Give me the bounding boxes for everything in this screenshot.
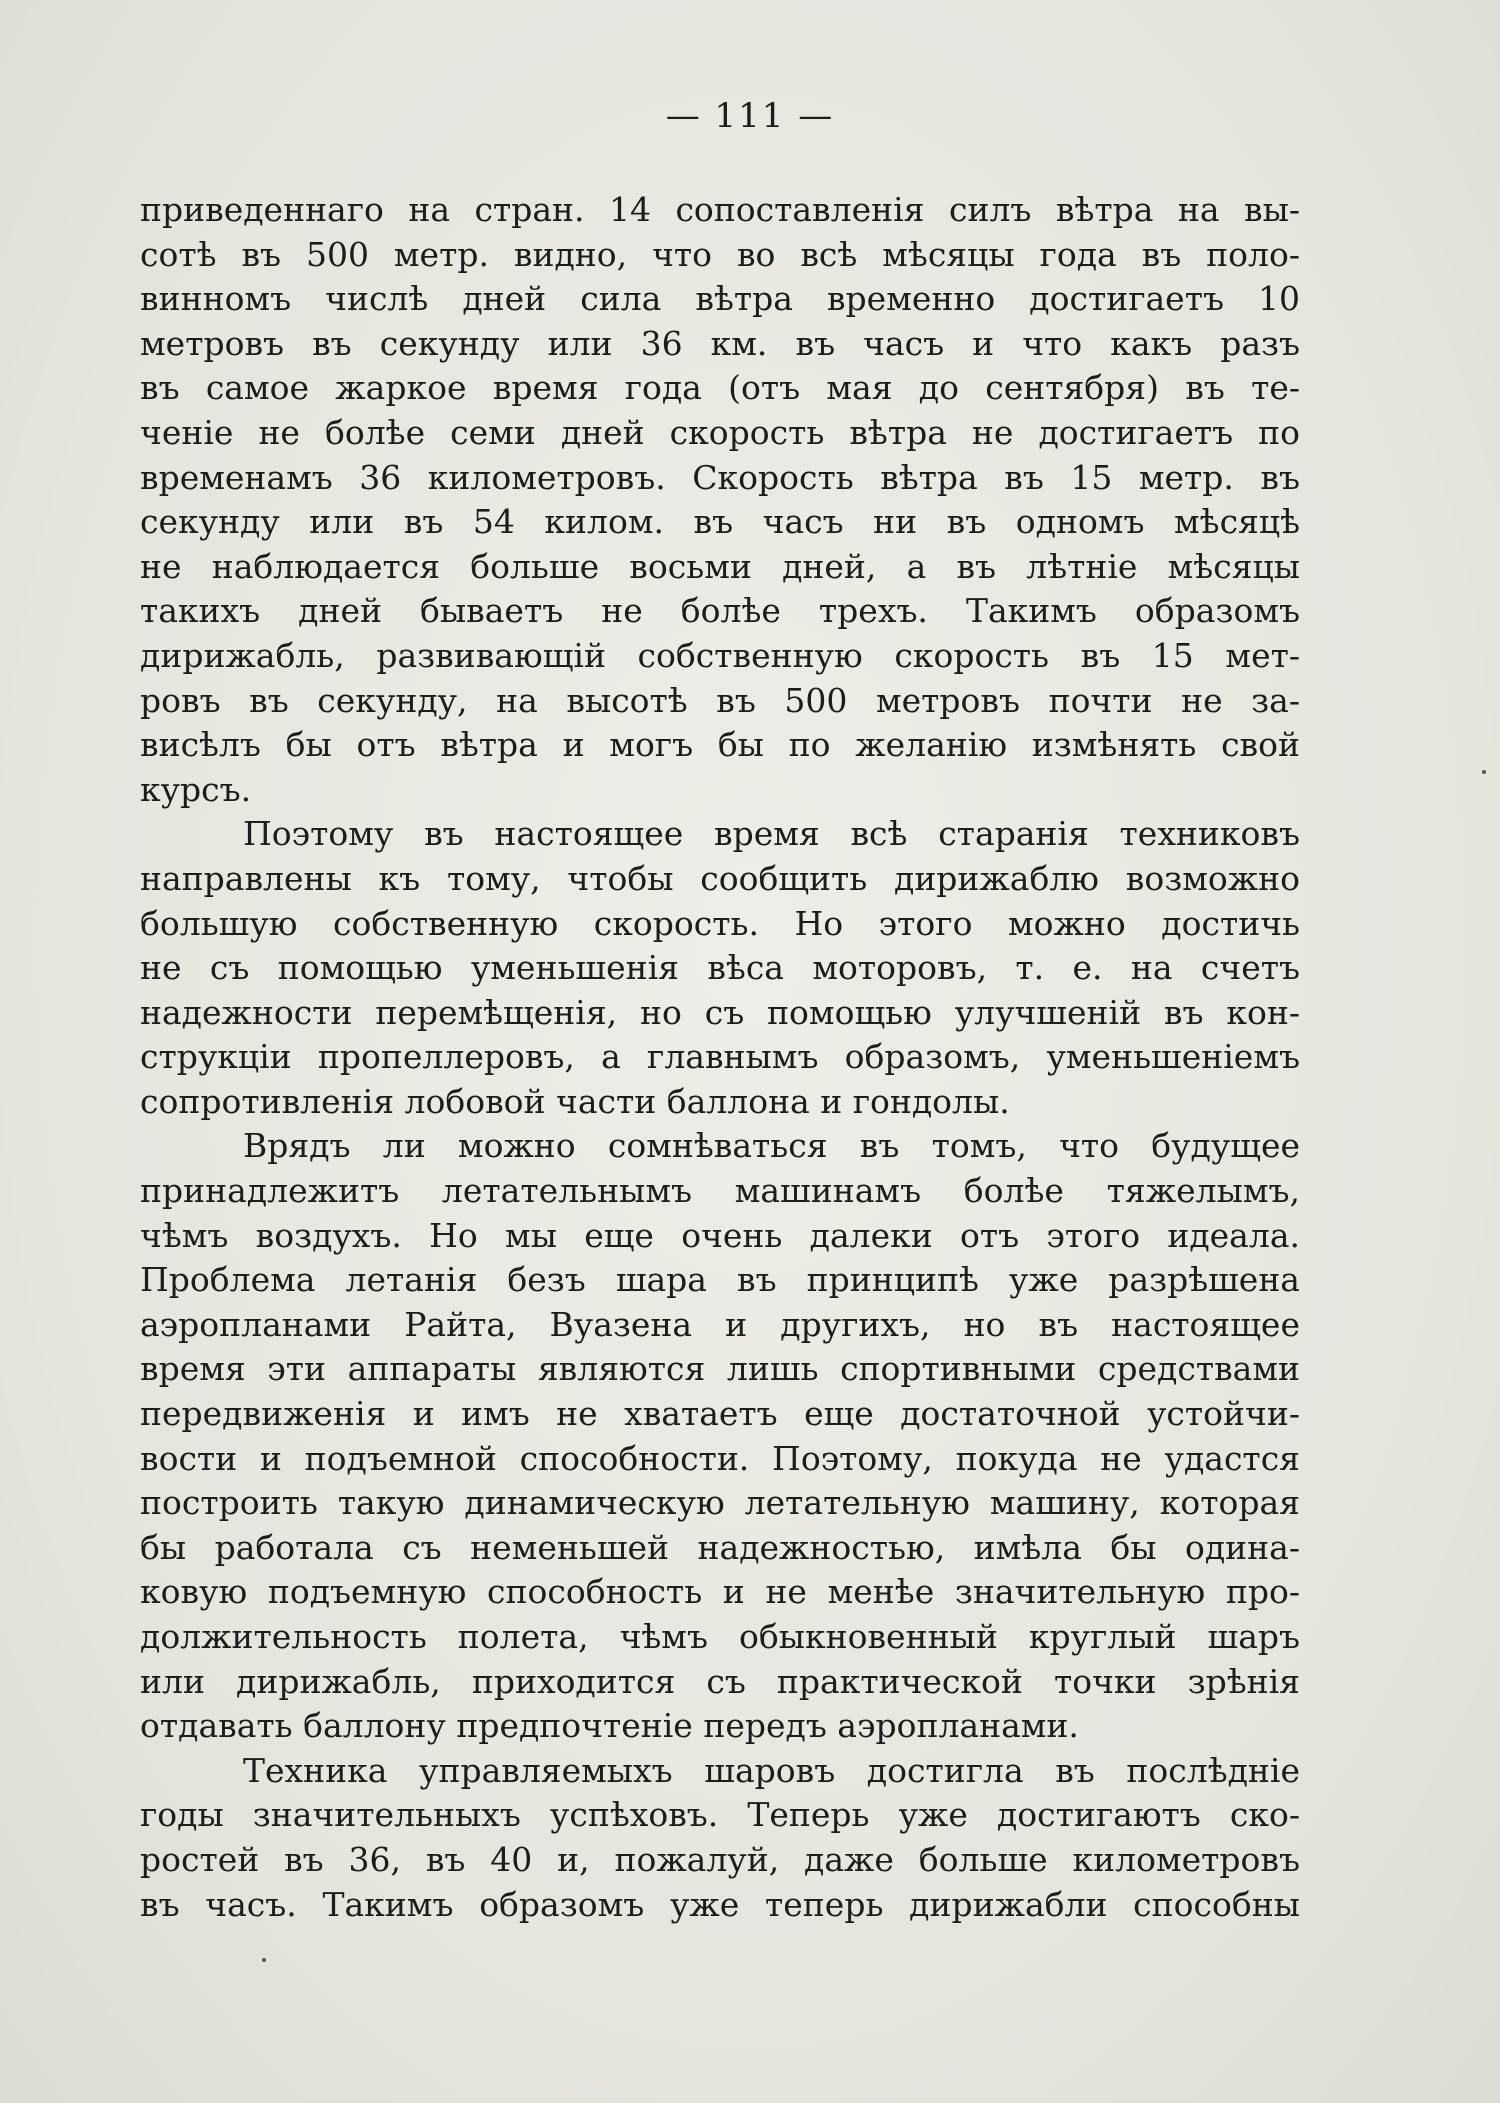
text-line: большую собственную скорость. Но этого можно достичь (140, 903, 1300, 943)
text-line: висѣлъ бы отъ вѣтра и могъ бы по желанію измѣнять свой (140, 725, 1300, 765)
page-number: — 111 — (665, 96, 835, 136)
text-line: отдавать баллону предпочтеніе передъ аэропланами. (140, 1706, 1079, 1746)
text-line: принадлежитъ летательнымъ машинамъ болѣе тяжелымъ, (140, 1171, 1300, 1211)
text-line: построить такую динамическую летательную машину, которая (140, 1483, 1300, 1523)
text-line: вости и подъемной способности. Поэтому, покуда не удастся (140, 1438, 1300, 1478)
text-line: струкціи пропеллеровъ, а главнымъ образомъ, уменьшеніемъ (140, 1037, 1300, 1077)
text-line: дирижабль, развивающій собственную скорость въ 15 мет- (140, 635, 1300, 675)
text-line: не съ помощью уменьшенія вѣса моторовъ, т. е. на счетъ (140, 948, 1300, 988)
text-line: направлены къ тому, чтобы сообщить дирижаблю возможно (140, 858, 1300, 898)
text-line: секунду или въ 54 килом. въ часъ ни въ одномъ мѣсяцѣ (140, 502, 1300, 542)
text-line: ростей въ 36, въ 40 и, пожалуй, даже больше километровъ (140, 1839, 1300, 1879)
text-line: приведеннаго на стран. 14 сопоставленія силъ вѣтра на вы- (140, 190, 1300, 229)
paragraph (140, 812, 1300, 1124)
text-line: ченіе не болѣе семи дней скорость вѣтра не достигаетъ по (140, 412, 1300, 452)
text-line: аэропланами Райта, Вуазена и другихъ, но въ настоящее (140, 1304, 1300, 1344)
body-text (140, 188, 1300, 1927)
text-line: чѣмъ воздухъ. Но мы еще очень далеки отъ этого идеала. (140, 1215, 1300, 1255)
speck-mark (262, 1958, 266, 1962)
text-line: курсъ. (140, 769, 252, 809)
text-line: или дирижабль, приходится съ практической точки зрѣнія (140, 1661, 1300, 1701)
text-line: передвиженія и имъ не хватаетъ еще достаточной устойчи- (140, 1394, 1300, 1434)
text-line: метровъ въ секунду или 36 км. въ часъ и что какъ разъ (140, 323, 1300, 363)
text-line: бы работала съ неменьшей надежностью, имѣла бы одина- (140, 1527, 1300, 1567)
text-line: годы значительныхъ успѣховъ. Теперь уже достигаютъ ско- (140, 1795, 1300, 1835)
text-line: временамъ 36 километровъ. Скорость вѣтра въ 15 метр. въ (140, 457, 1300, 497)
text-line: время эти аппараты являются лишь спортивными средствами (140, 1349, 1300, 1389)
text-line: ковую подъемную способность и не менѣе значительную про- (140, 1572, 1300, 1612)
paragraph (140, 1124, 1300, 1748)
text-line: въ часъ. Такимъ образомъ уже теперь дирижабли способны (140, 1884, 1300, 1924)
text-line: Врядъ ли можно сомнѣваться въ томъ, что будущее (243, 1126, 1300, 1166)
text-line: винномъ числѣ дней сила вѣтра временно достигаетъ 10 (140, 279, 1300, 319)
text-line: Техника управляемыхъ шаровъ достигла въ послѣдніе (243, 1750, 1300, 1790)
text-line: ровъ въ секунду, на высотѣ въ 500 метровъ почти не за- (140, 680, 1300, 720)
text-line: не наблюдается больше восьми дней, а въ лѣтніе мѣсяцы (140, 546, 1300, 586)
paragraph (140, 1749, 1300, 1927)
text-line: Поэтому въ настоящее время всѣ старанія техниковъ (243, 814, 1300, 854)
text-line: такихъ дней бываетъ не болѣе трехъ. Такимъ образомъ (140, 591, 1300, 631)
text-line: въ самое жаркое время года (отъ мая до сентября) въ те- (140, 368, 1300, 408)
text-line: Проблема летанія безъ шара въ принципѣ уже разрѣшена (140, 1260, 1300, 1300)
text-line: сопротивленія лобовой части баллона и гондолы. (140, 1081, 1010, 1121)
speck-mark (1482, 770, 1486, 774)
text-line: надежности перемѣщенія, но съ помощью улучшеній въ кон- (140, 992, 1300, 1032)
paragraph (140, 188, 1300, 812)
text-line: сотѣ въ 500 метр. видно, что во всѣ мѣсяцы года въ поло- (140, 234, 1300, 274)
text-line: должительность полета, чѣмъ обыкновенный круглый шаръ (140, 1617, 1300, 1656)
